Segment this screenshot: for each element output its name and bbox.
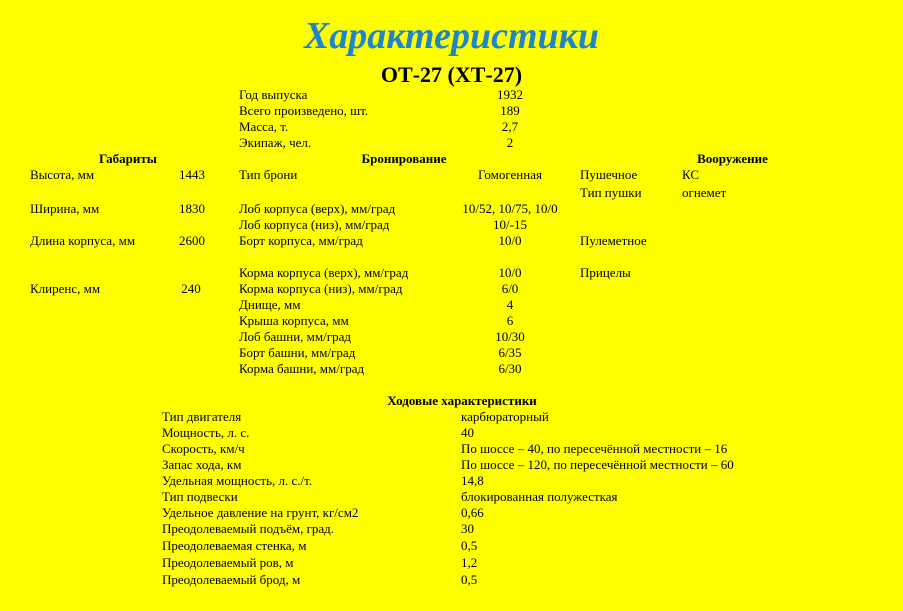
mobility-value: 1,2 — [461, 555, 478, 570]
mobility-value: 40 — [461, 425, 474, 440]
dimension-value: 240 — [181, 281, 201, 296]
armor-label: Борт башни, мм/град — [239, 345, 356, 360]
general-value: 1932 — [497, 87, 523, 102]
armor-value: 10/30 — [495, 329, 525, 344]
page-title: Характеристики — [303, 15, 600, 57]
mobility-label: Тип подвески — [162, 489, 238, 504]
dimension-label: Клиренс, мм — [30, 281, 101, 296]
dimensions-header: Габариты — [99, 151, 157, 166]
armor-label: Корма корпуса (низ), мм/град — [239, 281, 403, 296]
armor-value: 10/-15 — [493, 217, 527, 232]
armor-label: Лоб башни, мм/град — [239, 329, 351, 344]
armor-value: 6/0 — [501, 281, 519, 296]
armor-value: 6 — [506, 313, 514, 328]
mobility-value: 0,5 — [461, 572, 478, 587]
mobility-label: Преодолеваемый ров, м — [162, 555, 294, 570]
mobility-value: 30 — [461, 521, 474, 536]
weapon-label: Тип пушки — [580, 185, 642, 200]
mobility-label: Преодолеваемый подъём, град. — [162, 521, 335, 536]
weapons-header: Вооружение — [697, 151, 768, 166]
armor-label: Крыша корпуса, мм — [239, 313, 349, 328]
mobility-label: Удельное давление на грунт, кг/см2 — [162, 505, 359, 520]
general-value: 189 — [500, 103, 520, 118]
weapon-value: КС — [682, 167, 700, 182]
armor-label: Лоб корпуса (верх), мм/град — [239, 201, 396, 216]
weapon-value: огнемет — [682, 185, 727, 200]
armor-label: Корма башни, мм/град — [239, 361, 365, 376]
armor-label: Корма корпуса (верх), мм/град — [239, 265, 409, 280]
armor-value: 10/52, 10/75, 10/0 — [462, 201, 558, 216]
dimension-label: Длина корпуса, мм — [30, 233, 136, 248]
mobility-label: Тип двигателя — [162, 409, 242, 424]
weapon-label: Прицелы — [580, 265, 631, 280]
general-label: Год выпуска — [239, 87, 308, 102]
dimension-value: 1443 — [179, 167, 205, 182]
general-value: 2 — [506, 135, 514, 150]
mobility-label: Преодолеваемый брод, м — [162, 572, 301, 587]
mobility-value: 14,8 — [461, 473, 484, 488]
weapon-label: Пулеметное — [580, 233, 647, 248]
mobility-label: Удельная мощность, л. с./т. — [162, 473, 313, 488]
mobility-value: 0,5 — [461, 538, 478, 553]
page-subtitle: ОТ-27 (ХТ-27) — [380, 62, 523, 87]
dimension-value: 1830 — [179, 201, 205, 216]
mobility-header: Ходовые характеристики — [387, 393, 537, 408]
armor-label: Борт корпуса, мм/град — [239, 233, 363, 248]
armor-header: Бронирование — [361, 151, 447, 166]
mobility-label: Скорость, км/ч — [162, 441, 245, 456]
armor-value: 4 — [506, 297, 514, 312]
dimension-value: 2600 — [179, 233, 205, 248]
mobility-value: 0,66 — [461, 505, 484, 520]
armor-value: Гомогенная — [478, 167, 542, 182]
dimension-label: Ширина, мм — [30, 201, 100, 216]
armor-value: 6/30 — [498, 361, 522, 376]
general-value: 2,7 — [501, 119, 519, 134]
armor-value: 10/0 — [498, 265, 522, 280]
mobility-value: карбюраторный — [461, 409, 549, 424]
general-label: Экипаж, чел. — [239, 135, 312, 150]
armor-label: Тип брони — [239, 167, 298, 182]
mobility-value: блокированная полужесткая — [461, 489, 618, 504]
armor-label: Лоб корпуса (низ), мм/град — [239, 217, 390, 232]
mobility-label: Мощность, л. с. — [162, 425, 250, 440]
dimension-label: Высота, мм — [30, 167, 95, 182]
mobility-label: Запас хода, км — [162, 457, 242, 472]
armor-label: Днище, мм — [239, 297, 301, 312]
general-label: Всего произведено, шт. — [239, 103, 369, 118]
mobility-value: По шоссе – 120, по пересечённой местности – 60 — [461, 457, 734, 472]
general-label: Масса, т. — [239, 119, 289, 134]
weapon-label: Пушечное — [580, 167, 638, 182]
armor-value: 6/35 — [498, 345, 522, 360]
mobility-value: По шоссе – 40, по пересечённой местности – 16 — [461, 441, 728, 456]
armor-value: 10/0 — [498, 233, 522, 248]
mobility-label: Преодолеваемая стенка, м — [162, 538, 307, 553]
